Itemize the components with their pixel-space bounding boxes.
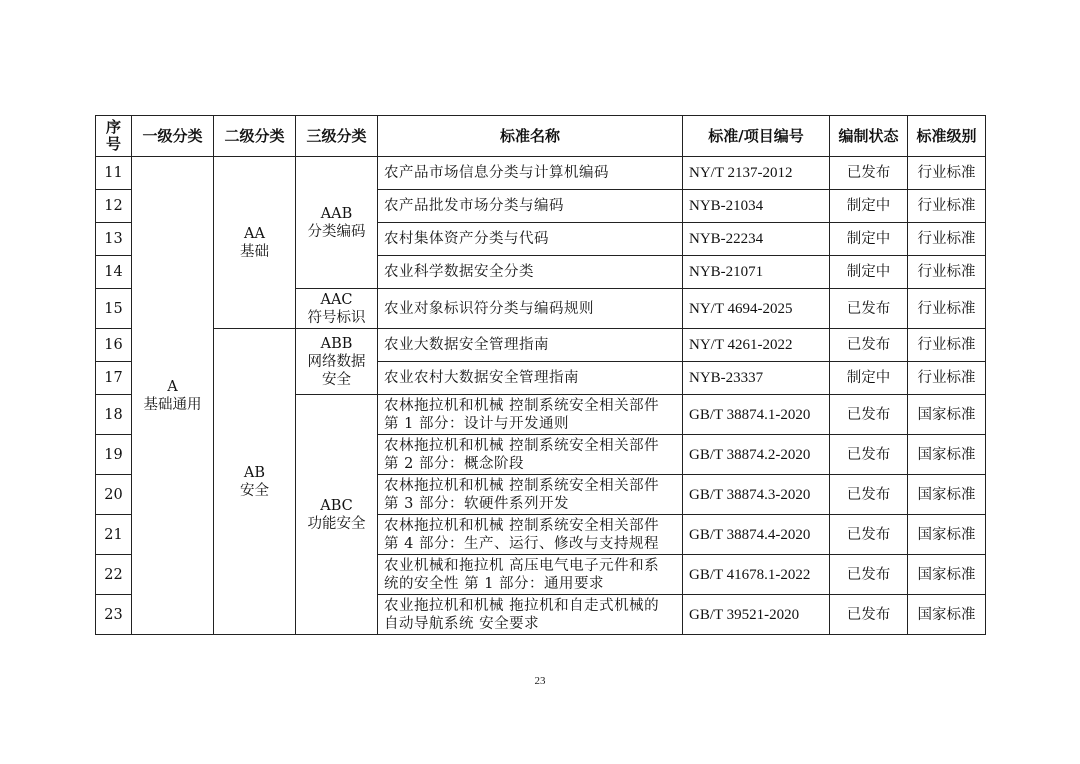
row-name: 农林拖拉机和机械 控制系统安全相关部件 第 4 部分：生产、运行、修改与支持规程: [378, 515, 683, 555]
row-status: 已发布: [830, 157, 908, 190]
row-code: GB/T 38874.4-2020: [683, 515, 830, 555]
row-status: 已发布: [830, 515, 908, 555]
row-status: 制定中: [830, 223, 908, 256]
row-level: 行业标准: [908, 329, 986, 362]
page-number: 23: [534, 675, 546, 687]
row-code: NY/T 2137-2012: [683, 157, 830, 190]
row-seq: 14: [96, 256, 132, 289]
row-status: 制定中: [830, 190, 908, 223]
row-status: 制定中: [830, 256, 908, 289]
level3-group-aac: AAC 符号标识: [296, 289, 378, 329]
header-name: 标准名称: [378, 116, 683, 157]
row-name: 农林拖拉机和机械 控制系统安全相关部件 第 3 部分：软硬件系列开发: [378, 475, 683, 515]
row-seq: 18: [96, 395, 132, 435]
row-seq: 12: [96, 190, 132, 223]
row-level: 国家标准: [908, 395, 986, 435]
row-seq: 11: [96, 157, 132, 190]
level2-group-aa: AA 基础: [214, 157, 296, 329]
header-status: 编制状态: [830, 116, 908, 157]
row-code: NYB-23337: [683, 362, 830, 395]
row-level: 行业标准: [908, 362, 986, 395]
row-name: 农产品市场信息分类与计算机编码: [378, 157, 683, 190]
row-level: 国家标准: [908, 555, 986, 595]
row-seq: 21: [96, 515, 132, 555]
row-code: NYB-22234: [683, 223, 830, 256]
row-level: 行业标准: [908, 190, 986, 223]
level3-group-aab: AAB 分类编码: [296, 157, 378, 289]
row-status: 已发布: [830, 475, 908, 515]
row-name: 农业大数据安全管理指南: [378, 329, 683, 362]
row-status: 已发布: [830, 555, 908, 595]
header-code: 标准/项目编号: [683, 116, 830, 157]
row-seq: 20: [96, 475, 132, 515]
row-code: GB/T 38874.3-2020: [683, 475, 830, 515]
table-row: [96, 157, 986, 190]
level2-group-ab: AB 安全: [214, 329, 296, 635]
level3-group-abb: ABB 网络数据 安全: [296, 329, 378, 395]
row-code: NYB-21034: [683, 190, 830, 223]
row-code: GB/T 39521-2020: [683, 595, 830, 635]
row-status: 已发布: [830, 395, 908, 435]
level1-group-a: A 基础通用: [132, 157, 214, 635]
row-name: 农产品批发市场分类与编码: [378, 190, 683, 223]
table-row: [96, 329, 986, 362]
row-level: 国家标准: [908, 475, 986, 515]
row-name: 农业机械和拖拉机 高压电气电子元件和系 统的安全性 第 1 部分：通用要求: [378, 555, 683, 595]
row-name: 农业农村大数据安全管理指南: [378, 362, 683, 395]
standards-table: [95, 115, 986, 635]
row-name: 农业拖拉机和机械 拖拉机和自走式机械的 自动导航系统 安全要求: [378, 595, 683, 635]
row-status: 已发布: [830, 329, 908, 362]
row-code: GB/T 38874.2-2020: [683, 435, 830, 475]
row-code: NYB-21071: [683, 256, 830, 289]
header-seq: 序 号: [96, 116, 132, 157]
row-name: 农林拖拉机和机械 控制系统安全相关部件 第 1 部分：设计与开发通则: [378, 395, 683, 435]
row-seq: 19: [96, 435, 132, 475]
row-code: NY/T 4261-2022: [683, 329, 830, 362]
row-status: 已发布: [830, 289, 908, 329]
row-code: NY/T 4694-2025: [683, 289, 830, 329]
row-level: 行业标准: [908, 256, 986, 289]
row-name: 农业科学数据安全分类: [378, 256, 683, 289]
row-seq: 23: [96, 595, 132, 635]
row-code: GB/T 41678.1-2022: [683, 555, 830, 595]
row-level: 国家标准: [908, 435, 986, 475]
header-row: [96, 116, 986, 157]
row-seq: 22: [96, 555, 132, 595]
header-level3: 三级分类: [296, 116, 378, 157]
row-status: 已发布: [830, 595, 908, 635]
row-seq: 15: [96, 289, 132, 329]
level3-group-abc: ABC 功能安全: [296, 395, 378, 635]
row-seq: 16: [96, 329, 132, 362]
header-level1: 一级分类: [132, 116, 214, 157]
row-status: 已发布: [830, 435, 908, 475]
row-level: 行业标准: [908, 289, 986, 329]
row-level: 国家标准: [908, 515, 986, 555]
row-level: 国家标准: [908, 595, 986, 635]
row-code: GB/T 38874.1-2020: [683, 395, 830, 435]
row-seq: 17: [96, 362, 132, 395]
row-name: 农林拖拉机和机械 控制系统安全相关部件 第 2 部分：概念阶段: [378, 435, 683, 475]
row-level: 行业标准: [908, 157, 986, 190]
row-seq: 13: [96, 223, 132, 256]
header-level2: 二级分类: [214, 116, 296, 157]
header-level: 标准级别: [908, 116, 986, 157]
row-name: 农村集体资产分类与代码: [378, 223, 683, 256]
row-level: 行业标准: [908, 223, 986, 256]
row-name: 农业对象标识符分类与编码规则: [378, 289, 683, 329]
row-status: 制定中: [830, 362, 908, 395]
